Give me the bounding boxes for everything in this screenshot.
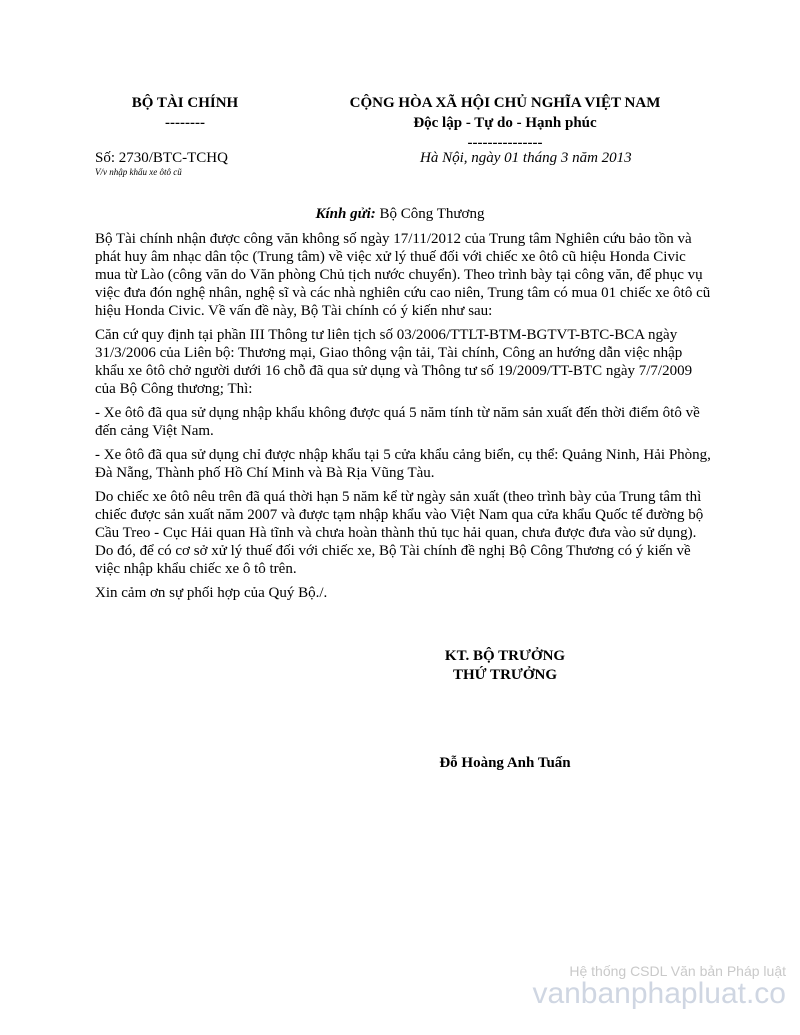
greeting-label: Kính gửi: [315,206,376,222]
national-motto: Độc lập - Tự do - Hạnh phúc [413,115,597,131]
greeting-recipient: Bộ Công Thương [375,206,485,222]
motto-divider: --------------- [467,135,543,151]
letter-body [95,230,715,608]
document-subject: V/v nhập khẩu xe ôtô cũ [95,167,182,177]
watermark-line-1: Hệ thống CSDL Văn bản Pháp luật [569,963,786,979]
date-line: Hà Nội, ngày 01 tháng 3 năm 2013 [420,150,632,166]
body-paragraph: - Xe ôtô đã qua sử dụng chỉ được nhập khẩu tại 5 cửa khẩu cảng biển, cụ thể: Quảng Ninh, Hải Phòng, Đà Nẵng, Thành phố Hồ Chí Minh và Bà Rịa Vũng Tàu. [95,447,711,481]
body-paragraph: Xin cảm ơn sự phối hợp của Quý Bộ./. [95,585,328,601]
body-paragraph: Do chiếc xe ôtô nêu trên đã quá thời hạn 5 năm kể từ ngày sản xuất (theo trình bày của Trung tâm thì chiếc được sản xuất năm 2007 và được tạm nhập khẩu vào Việt Nam qua cửa khẩu Quốc tế đường bộ Cầu Treo - Cục Hải quan Hà tĩnh và chưa hoàn thành thủ tục hải quan, chưa được đưa vào sử dụng). Do đó, để có cơ sở xử lý thuế đối với chiếc xe, Bộ Tài chính đề nghị Bộ Công Thương có ý kiến về việc nhập khẩu chiếc xe ô tô trên. [95,489,704,577]
national-title: CỘNG HÒA XÃ HỘI CHỦ NGHĨA VIỆT NAM [349,95,661,111]
signature-title-2: THỨ TRƯỞNG [452,667,558,683]
body-paragraph: Bộ Tài chính nhận được công văn không số ngày 17/11/2012 của Trung tâm Nghiên cứu bảo tồn và phát huy âm nhạc dân tộc (Trung tâm) về việc xử lý thuế đối với chiếc xe ôtô cũ hiệu Honda Civic mua từ Lào (công văn do Văn phòng Chủ tịch nước chuyển). Theo trình bày tại công văn, để phục vụ việc đưa đón nghệ nhân, nghệ sĩ và các nhà nghiên cứu cao niên, Trung tâm có mua 01 chiếc xe ôtô cũ hiệu Honda Civic. Về vấn đề này, Bộ Tài chính có ý kiến như sau: [95,231,711,319]
body-paragraph: - Xe ôtô đã qua sử dụng nhập khẩu không được quá 5 năm tính từ năm sản xuất đến thời điểm ôtô về đến cảng Việt Nam. [95,405,700,439]
document-number: Số: 2730/BTC-TCHQ [95,150,228,166]
signature-title-1: KT. BỘ TRƯỞNG [444,648,566,664]
national-header-block [285,93,725,153]
signature-titles [405,647,605,685]
body-paragraph: Căn cứ quy định tại phần III Thông tư liên tịch số 03/2006/TTLT-BTM-BGTVT-BTC-BCA ngày 31/3/2006 của Liên bộ: Thương mại, Giao thông vận tải, Tài chính, Công an hướng dẫn việc nhập khẩu xe ôtô chở người dưới 16 chỗ đã qua sử dụng và Thông tư số 19/2009/TT-BTC ngày 7/7/2009 của Bộ Công thương; Thì: [95,327,693,397]
agency-divider: -------- [165,115,205,131]
issuing-agency-block [95,93,275,133]
issuing-agency: BỘ TÀI CHÍNH [131,95,239,111]
signer-name: Đỗ Hoàng Anh Tuấn [439,755,571,771]
watermark-line-2: vanbanphapluat.co [532,977,786,1010]
greeting [0,204,800,224]
